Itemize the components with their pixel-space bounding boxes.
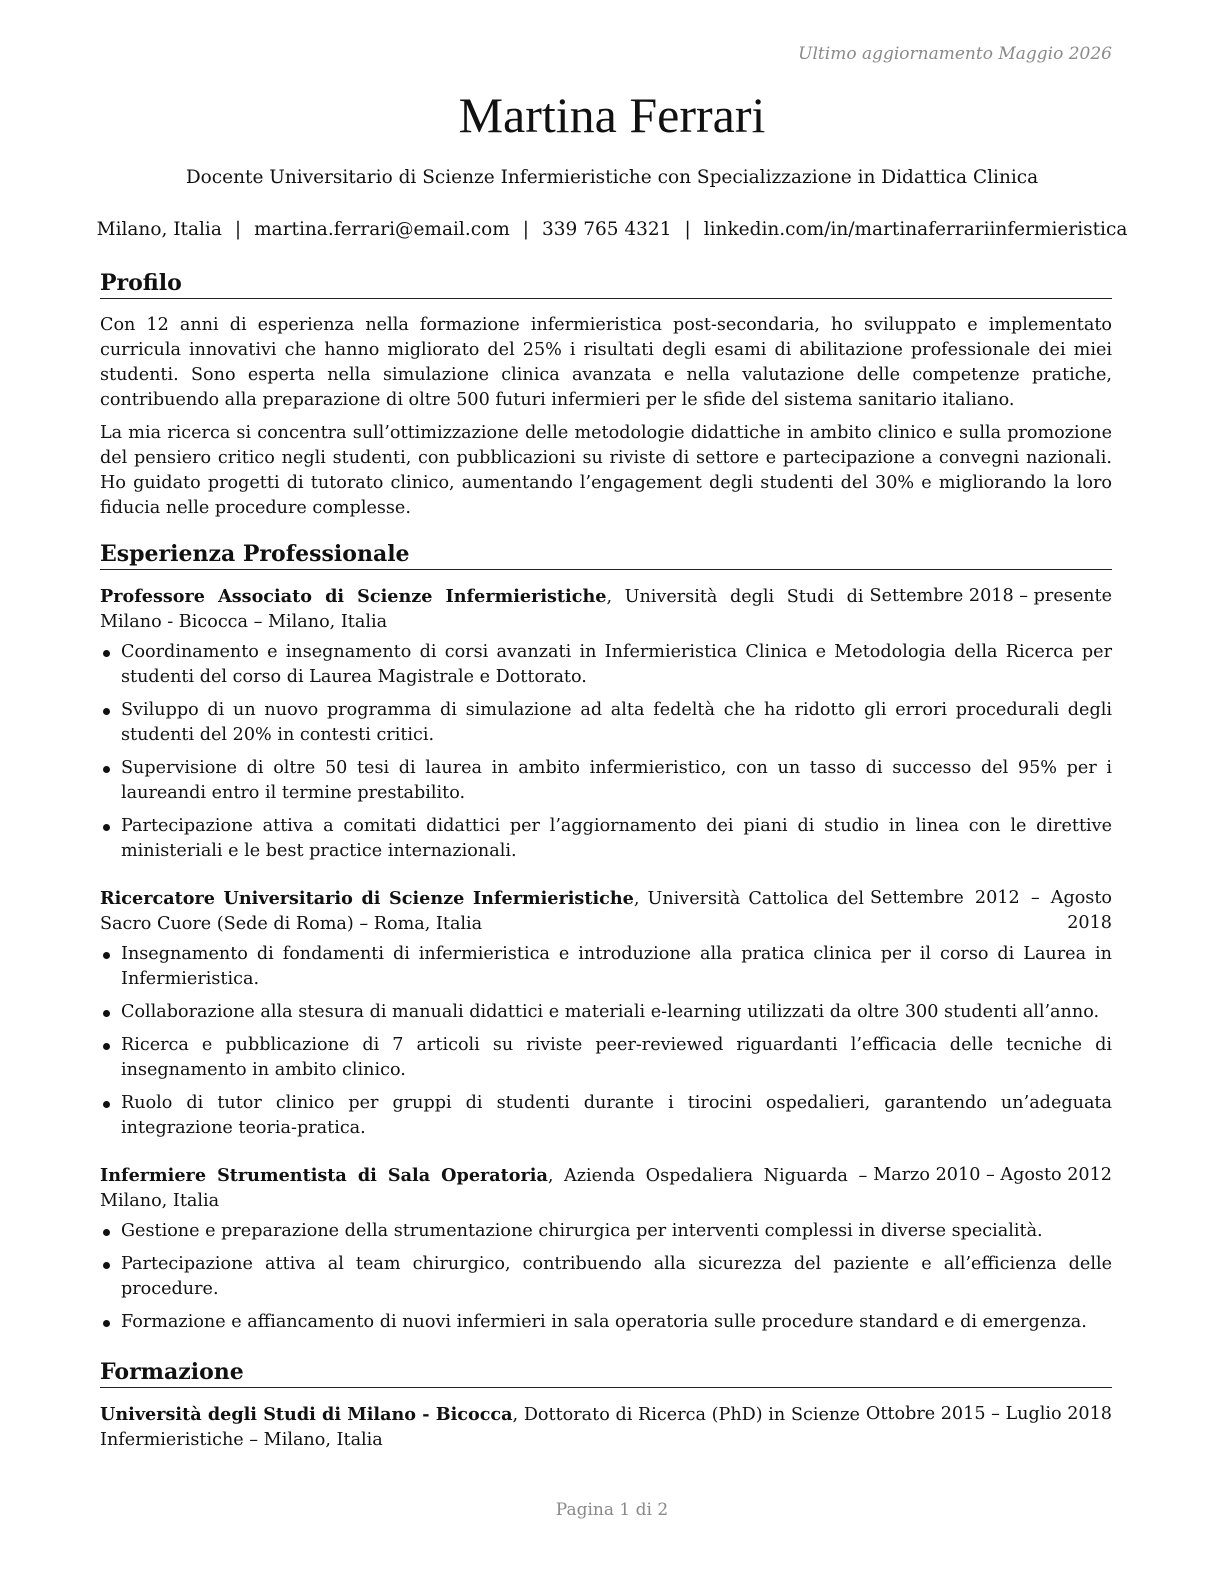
bullet-text: Formazione e affiancamento di nuovi infermieri in sala operatoria sulle procedure standard e di emergenza. [121, 1312, 1087, 1332]
section-title-profile: Profilo [100, 268, 1112, 299]
job-employer: , Università degli Studi di Milano - Bicocca – Milano, Italia [100, 587, 864, 632]
job-header [100, 1163, 1112, 1214]
contact-linkedin[interactable]: linkedin.com/in/martinaferrariinfermieristica [703, 219, 1128, 240]
bullet-text: Partecipazione attiva a comitati didattici per l’aggiornamento dei piani di studio in linea con le direttive ministeriali e le best practice internazionali. [121, 816, 1112, 861]
job-role: Professore Associato di Scienze Infermieristiche [100, 586, 607, 607]
bullet-icon [103, 1101, 110, 1108]
section-title-education: Formazione [100, 1357, 1112, 1388]
bullet-text: Sviluppo di un nuovo programma di simulazione ad alta fedeltà che ha ridotto gli errori procedurali degli studenti del 20% in contesti critici. [121, 700, 1112, 745]
job-header [100, 886, 1112, 937]
bullet-icon [103, 766, 110, 773]
list-item [100, 1091, 1112, 1141]
list-item [100, 698, 1112, 748]
list-item [100, 1219, 1112, 1244]
page-number: Pagina 1 di 2 [555, 1500, 669, 1520]
job-role: Ricercatore Universitario di Scienze Infermieristiche [100, 888, 634, 909]
list-item [100, 1252, 1112, 1302]
job-dates: Settembre 2018 – presente [869, 586, 1112, 606]
job-employer: , Azienda Ospedaliera Niguarda – Milano, Italia [100, 1166, 868, 1211]
job-bullets [100, 1219, 1112, 1335]
job-bullets [100, 640, 1112, 864]
job-header [100, 584, 1112, 635]
bullet-text: Insegnamento di fondamenti di infermieristica e introduzione alla pratica clinica per il corso di Laurea in Infermieristica. [121, 944, 1112, 989]
candidate-name: Martina Ferrari [458, 87, 766, 143]
job-title-line [100, 886, 864, 937]
profile-paragraph: Con 12 anni di esperienza nella formazione infermieristica post-secondaria, ho sviluppato e implementato curricula innovativi che hanno migliorato del 25% i risultati degli esami di abilitazione professionale dei miei studenti. Sono esperta nella simulazione clinica avanzata e nella valutazione delle competenze pratiche, contribuendo alla preparazione di oltre 500 futuri infermieri per le sfide del sistema sanitario italiano. [100, 315, 1112, 410]
list-item [100, 942, 1112, 992]
profile-paragraph: La mia ricerca si concentra sull’ottimizzazione delle metodologie didattiche in ambito clinico e sulla promozione del pensiero critico negli studenti, con pubblicazioni su riviste di settore e partecipazione a convegni nazionali. Ho guidato progetti di tutorato clinico, aumentando l’engagement degli studenti del 30% e migliorando la loro fiducia nelle procedure complesse. [100, 423, 1112, 518]
education-section [100, 1357, 1112, 1453]
job-role: Infermiere Strumentista di Sala Operatoria [100, 1165, 548, 1186]
bullet-text: Ruolo di tutor clinico per gruppi di studenti durante i tirocini ospedalieri, garantendo un’adeguata integrazione teoria-pratica. [121, 1093, 1112, 1138]
bullet-text: Collaborazione alla stesura di manuali didattici e materiali e-learning utilizzati da oltre 300 studenti all’anno. [121, 1002, 1100, 1022]
job-bullets [100, 942, 1112, 1141]
list-item [100, 1310, 1112, 1335]
contact-phone: 339 765 4321 [542, 219, 672, 240]
contact-separator: | [522, 219, 529, 240]
bullet-icon [103, 1262, 110, 1269]
education-title-line [100, 1402, 860, 1453]
job-dates: Marzo 2010 – Agosto 2012 [873, 1165, 1112, 1185]
section-title-experience: Esperienza Professionale [100, 539, 1112, 570]
job-employer: , Università Cattolica del Sacro Cuore (Sede di Roma) – Roma, Italia [100, 889, 864, 934]
bullet-icon [103, 952, 110, 959]
bullet-text: Ricerca e pubblicazione di 7 articoli su riviste peer-reviewed riguardanti l’efficacia delle tecniche di insegnamento in ambito clinico. [121, 1035, 1112, 1080]
list-item [100, 756, 1112, 806]
bullet-icon [103, 1320, 110, 1327]
bullet-icon [103, 650, 110, 657]
experience-section [100, 539, 1112, 1335]
bullet-text: Gestione e preparazione della strumentazione chirurgica per interventi complessi in diverse specialità. [121, 1221, 1043, 1241]
profile-section [100, 268, 1112, 521]
list-item [100, 1000, 1112, 1025]
bullet-text: Partecipazione attiva al team chirurgico, contribuendo alla sicurezza del paziente e all’efficienza delle procedure. [121, 1254, 1112, 1299]
resume-body [100, 268, 1112, 1471]
contact-line [0, 219, 1224, 240]
contact-email[interactable]: martina.ferrari@email.com [254, 219, 510, 240]
last-updated: Ultimo aggiornamento Maggio 2026 [798, 44, 1112, 64]
bullet-icon [103, 1043, 110, 1050]
bullet-text: Coordinamento e insegnamento di corsi avanzati in Infermieristica Clinica e Metodologia della Ricerca per studenti del corso di Laurea Magistrale e Dottorato. [121, 642, 1112, 687]
education-dates: Ottobre 2015 – Luglio 2018 [865, 1404, 1112, 1424]
list-item [100, 640, 1112, 690]
education-entry [100, 1402, 1112, 1453]
job-entry [100, 584, 1112, 864]
job-entry [100, 1163, 1112, 1335]
candidate-headline: Docente Universitario di Scienze Infermieristiche con Specializzazione in Didattica Clinica [185, 167, 1039, 188]
education-degree: , Dottorato di Ricerca (PhD) in Scienze Infermieristiche – Milano, Italia [100, 1405, 860, 1450]
job-title-line [100, 1163, 867, 1214]
contact-separator: | [684, 219, 691, 240]
contact-separator: | [234, 219, 242, 240]
bullet-text: Supervisione di oltre 50 tesi di laurea in ambito infermieristico, con un tasso di successo del 95% per i laureandi entro il termine prestabilito. [121, 758, 1112, 803]
list-item [100, 814, 1112, 864]
bullet-icon [103, 1010, 110, 1017]
list-item [100, 1033, 1112, 1083]
job-entry [100, 886, 1112, 1141]
bullet-icon [103, 824, 110, 831]
contact-location: Milano, Italia [96, 219, 222, 240]
bullet-icon [103, 1229, 110, 1236]
bullet-icon [103, 708, 110, 715]
education-institution: Università degli Studi di Milano - Bicocca [100, 1404, 513, 1425]
job-dates: Settembre 2012 – Agosto 2018 [870, 888, 1112, 933]
job-title-line [100, 584, 864, 635]
